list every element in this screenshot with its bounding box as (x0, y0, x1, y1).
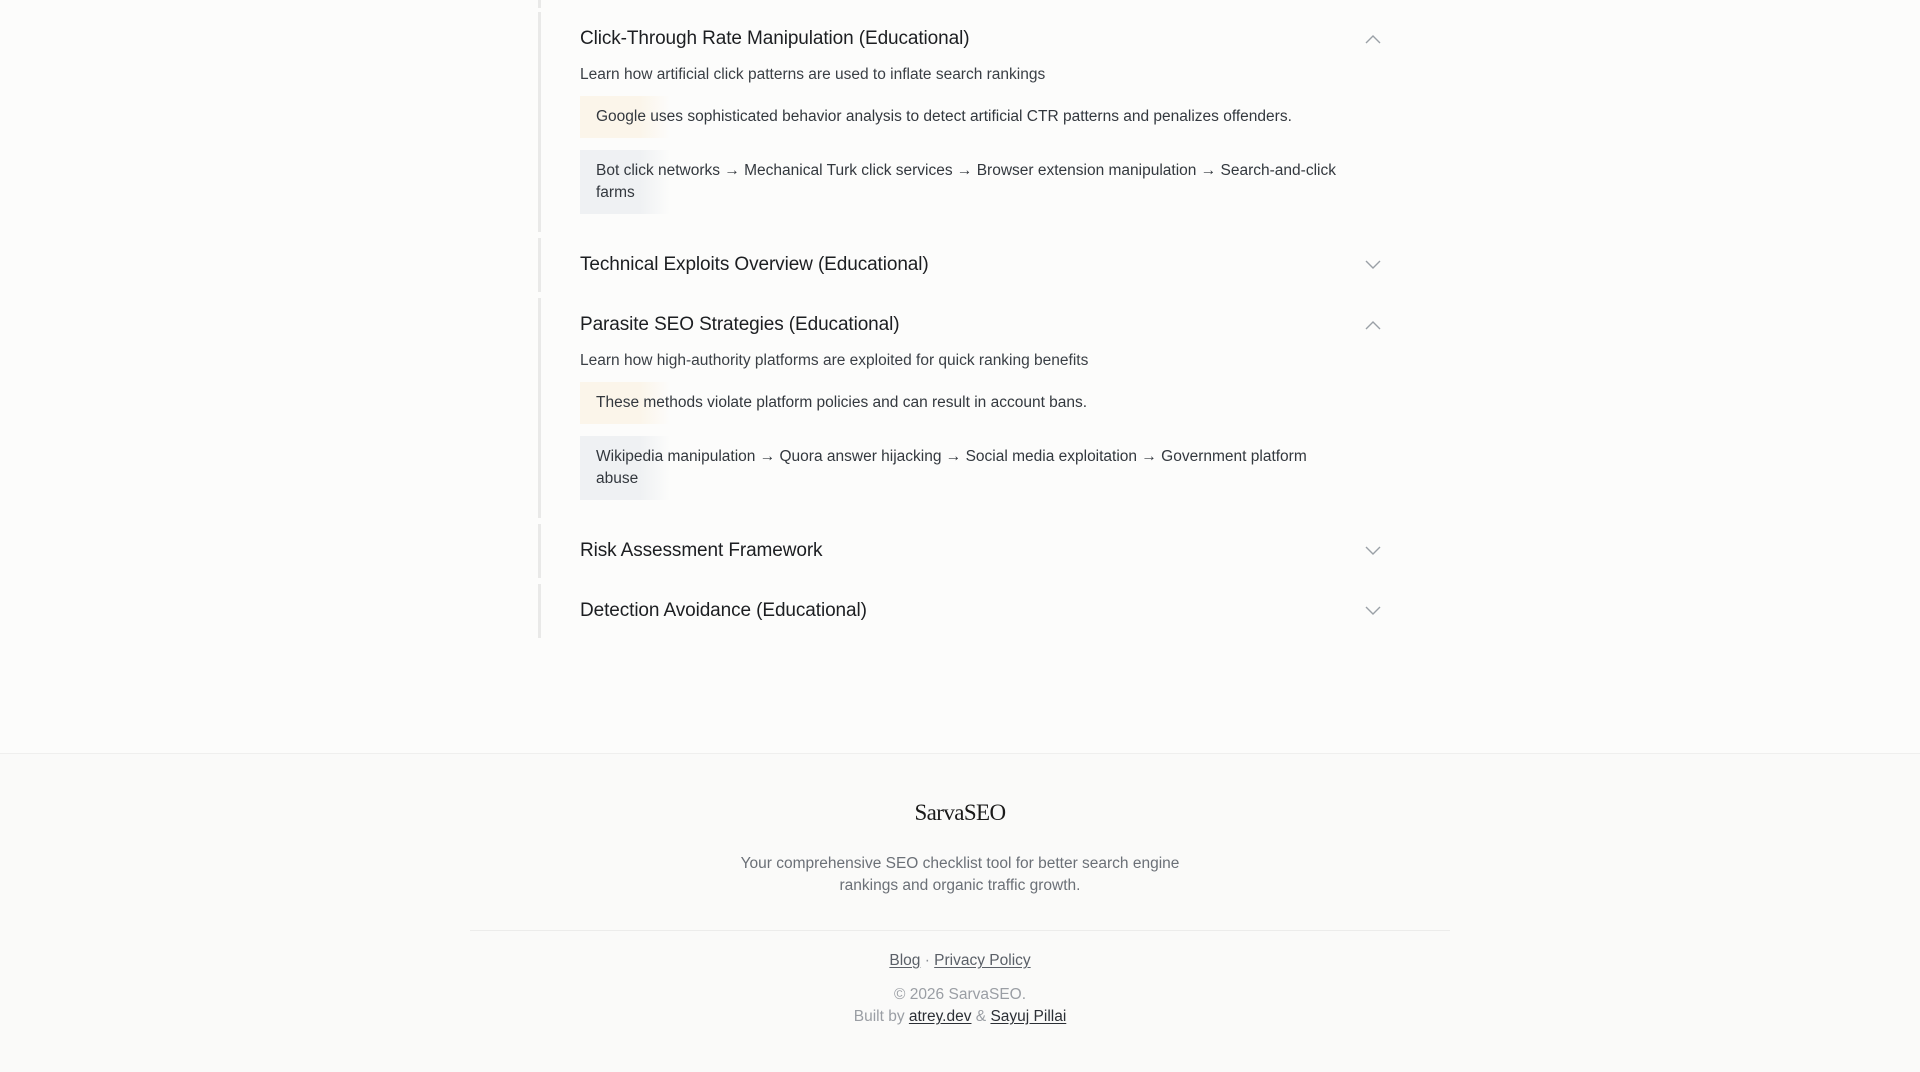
accordion-item-detection-avoidance (538, 584, 1402, 638)
author-link-sayuj[interactable]: Sayuj Pillai (990, 1008, 1067, 1025)
accordion-item-parasite-seo (538, 298, 1402, 518)
site-footer (0, 753, 1920, 1072)
chevron-down-icon[interactable] (1364, 602, 1382, 620)
accordion-item-risk-assessment (538, 524, 1402, 578)
blog-link[interactable]: Blog (889, 952, 921, 969)
technique-path-callout: Wikipedia manipulation → Quora answer hijacking → Social media exploitation → Government platform abuse (580, 436, 1366, 500)
accordion-description: Learn how artificial click patterns are used to inflate search rankings (580, 66, 1046, 83)
accordion-title: Detection Avoidance (Educational) (580, 600, 867, 621)
technique-path-callout: Bot click networks → Mechanical Turk click services → Browser extension manipulation → Search-and-click farms (580, 150, 1366, 214)
accordion-description: Learn how high-authority platforms are exploited for quick ranking benefits (580, 352, 1089, 369)
author-link-atrey[interactable]: atrey.dev (908, 1008, 972, 1025)
accordion (538, 0, 1402, 644)
accordion-item-ctr-manipulation (538, 12, 1402, 232)
footer-brand-logo[interactable]: SarvaSEO (914, 800, 1006, 825)
credits (0, 1008, 1920, 1026)
accordion-body-ctr-manipulation (541, 64, 1402, 232)
accordion-header-risk-assessment[interactable] (541, 524, 1402, 578)
chevron-up-icon[interactable] (1364, 30, 1382, 48)
chevron-up-icon[interactable] (1364, 316, 1382, 334)
warning-callout: Google uses sophisticated behavior analysis to detect artificial CTR patterns and penalizes offenders. (580, 96, 1366, 138)
accordion-header-parasite-seo[interactable] (541, 298, 1402, 352)
footer-tagline: Your comprehensive SEO checklist tool for better search engine rankings and organic traffic growth. (740, 855, 1180, 894)
accordion-title: Technical Exploits Overview (Educational) (580, 254, 929, 275)
chevron-down-icon[interactable] (1364, 542, 1382, 560)
accordion-item-technical-exploits (538, 238, 1402, 292)
copyright-text: © 2026 SarvaSEO. (893, 986, 1027, 1003)
accordion-title: Risk Assessment Framework (580, 540, 823, 561)
accordion-title: Click-Through Rate Manipulation (Educational) (580, 28, 970, 49)
accordion-header-detection-avoidance[interactable] (541, 584, 1402, 638)
previous-accordion-item-edge (538, 0, 541, 8)
link-separator: · (924, 952, 935, 969)
warning-callout: These methods violate platform policies and can result in account bans. (580, 382, 1366, 424)
credits-ampersand: & (975, 1008, 991, 1025)
credits-prefix: Built by (853, 1008, 909, 1025)
accordion-header-ctr-manipulation[interactable] (541, 12, 1402, 66)
chevron-down-icon[interactable] (1364, 256, 1382, 274)
footer-divider (470, 930, 1450, 931)
footer-links (0, 952, 1920, 970)
privacy-policy-link[interactable]: Privacy Policy (934, 952, 1031, 969)
accordion-header-technical-exploits[interactable] (541, 238, 1402, 292)
accordion-title: Parasite SEO Strategies (Educational) (580, 314, 900, 335)
accordion-body-parasite-seo (541, 350, 1402, 518)
